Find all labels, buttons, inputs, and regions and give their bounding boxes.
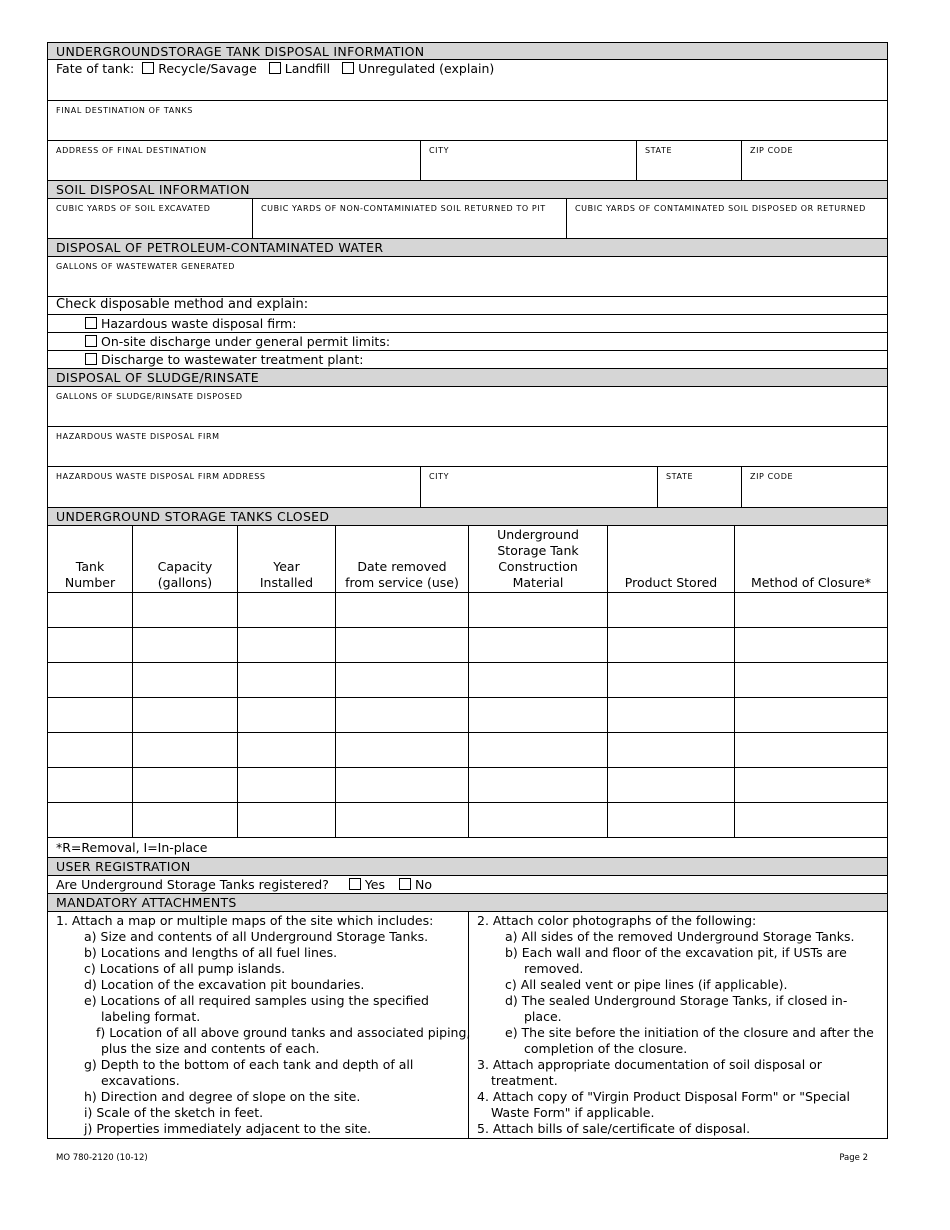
section-header-sludge: DISPOSAL OF SLUDGE/RINSATE	[47, 369, 888, 387]
table-cell[interactable]	[469, 803, 608, 838]
table-cell[interactable]	[336, 698, 469, 733]
firm-zip-field[interactable]	[741, 467, 887, 507]
attachment-item: completion of the closure.	[524, 1041, 688, 1056]
table-row	[48, 593, 888, 628]
tanks-closed-table-wrap	[47, 525, 888, 838]
method-row-onsite	[47, 333, 888, 351]
soil-returned-label: CUBIC YARDS OF NON-CONTAMINIATED SOIL RETURNED TO PIT	[261, 204, 546, 213]
destination-city-field[interactable]	[420, 141, 636, 180]
table-cell[interactable]	[608, 803, 735, 838]
attachment-item: 5. Attach bills of sale/certificate of disposal.	[477, 1121, 751, 1136]
col-construction-material: Underground Storage Tank Construction Material	[469, 526, 608, 593]
firm-city-label: CITY	[429, 472, 450, 481]
registration-row	[47, 876, 888, 894]
footnote-row	[47, 838, 888, 858]
table-cell[interactable]	[469, 593, 608, 628]
unregulated-label: Unregulated (explain)	[358, 61, 495, 76]
recycle-checkbox[interactable]	[142, 62, 154, 74]
attachment-item: treatment.	[491, 1073, 558, 1088]
table-cell[interactable]	[469, 733, 608, 768]
section-header-ust-disposal: UNDERGROUNDSTORAGE TANK DISPOSAL INFORMATION	[47, 42, 888, 60]
attachment-item: place.	[524, 1009, 562, 1024]
table-cell[interactable]	[608, 733, 735, 768]
attachments-row	[47, 912, 888, 1139]
table-cell[interactable]	[133, 803, 238, 838]
col-tank-number: Tank Number	[48, 526, 133, 593]
table-cell[interactable]	[336, 803, 469, 838]
soil-excavated-field[interactable]	[48, 199, 252, 238]
section-header-registration: USER REGISTRATION	[47, 858, 888, 876]
table-row	[48, 768, 888, 803]
attachment-item: labeling format.	[101, 1009, 201, 1024]
table-cell[interactable]	[735, 698, 888, 733]
method-row-hazardous	[47, 315, 888, 333]
table-cell[interactable]	[336, 593, 469, 628]
treatment-plant-checkbox[interactable]	[85, 353, 97, 365]
attachment-item: a) Size and contents of all Underground Storage Tanks.	[84, 929, 429, 944]
soil-contaminated-field[interactable]	[566, 199, 887, 238]
col-date-removed: Date removed from service (use)	[336, 526, 469, 593]
table-cell[interactable]	[469, 628, 608, 663]
wastewater-gallons-label: GALLONS OF WASTEWATER GENERATED	[56, 262, 236, 271]
attachment-item: 3. Attach appropriate documentation of soil disposal or	[477, 1057, 822, 1072]
table-cell[interactable]	[238, 803, 336, 838]
registered-yes-checkbox[interactable]	[349, 878, 361, 890]
attachment-item: 1. Attach a map or multiple maps of the site which includes:	[56, 913, 434, 928]
table-row	[48, 663, 888, 698]
registered-yes-label: Yes	[364, 877, 385, 892]
tanks-header-row	[48, 526, 888, 593]
attachment-item: j) Properties immediately adjacent to the site.	[84, 1121, 372, 1136]
address-label: ADDRESS OF FINAL DESTINATION	[56, 146, 207, 155]
table-cell[interactable]	[238, 663, 336, 698]
attachment-item: 4. Attach copy of "Virgin Product Disposal Form" or "Special	[477, 1089, 851, 1104]
hazardous-firm-label: Hazardous waste disposal firm:	[100, 316, 297, 331]
disposal-firm-field[interactable]	[47, 427, 888, 467]
attachment-item: e) Locations of all required samples using the specified	[84, 993, 429, 1008]
table-cell[interactable]	[238, 733, 336, 768]
table-cell[interactable]	[735, 803, 888, 838]
tanks-table-body	[48, 593, 888, 838]
fate-of-tank-row	[47, 60, 888, 101]
table-cell[interactable]	[133, 733, 238, 768]
table-cell[interactable]	[48, 628, 133, 663]
form-number: MO 780-2120 (10-12)	[56, 1153, 148, 1163]
table-row	[48, 698, 888, 733]
method-row-treatment	[47, 351, 888, 369]
attachment-item: i) Scale of the sketch in feet.	[84, 1105, 264, 1120]
table-row	[48, 733, 888, 768]
section-header-soil: SOIL DISPOSAL INFORMATION	[47, 181, 888, 199]
registration-question: Are Underground Storage Tanks registered?	[56, 877, 329, 892]
attachment-item: g) Depth to the bottom of each tank and depth of all	[84, 1057, 414, 1072]
attachments-right	[468, 912, 887, 1138]
table-cell[interactable]	[48, 733, 133, 768]
table-cell[interactable]	[735, 593, 888, 628]
table-cell[interactable]	[238, 593, 336, 628]
table-cell[interactable]	[133, 628, 238, 663]
table-cell[interactable]	[48, 698, 133, 733]
attachment-item: d) Location of the excavation pit boundaries.	[84, 977, 365, 992]
table-row	[48, 628, 888, 663]
firm-address-field[interactable]	[48, 467, 420, 507]
section-header-tanks-closed: UNDERGROUND STORAGE TANKS CLOSED	[47, 508, 888, 526]
table-cell[interactable]	[238, 698, 336, 733]
firm-city-field[interactable]	[420, 467, 657, 507]
attachment-item: d) The sealed Underground Storage Tanks, if closed in-	[505, 993, 848, 1008]
attachment-item: plus the size and contents of each.	[101, 1041, 320, 1056]
attachments-left	[48, 912, 471, 1138]
table-cell[interactable]	[469, 768, 608, 803]
table-cell[interactable]	[735, 768, 888, 803]
final-destination-label: FINAL DESTINATION OF TANKS	[56, 106, 193, 115]
destination-address-row	[47, 141, 888, 181]
firm-address-row	[47, 467, 888, 508]
attachment-item: b) Locations and lengths of all fuel lines.	[84, 945, 338, 960]
method-prompt-row	[47, 297, 888, 315]
page-number: Page 2	[839, 1153, 868, 1163]
soil-returned-field[interactable]	[252, 199, 566, 238]
sludge-gallons-label: GALLONS OF SLUDGE/RINSATE DISPOSED	[56, 392, 243, 401]
attachment-item: a) All sides of the removed Underground Storage Tanks.	[505, 929, 855, 944]
table-cell[interactable]	[735, 628, 888, 663]
table-cell[interactable]	[133, 663, 238, 698]
table-cell[interactable]	[133, 768, 238, 803]
col-year-installed: Year Installed	[238, 526, 336, 593]
table-cell[interactable]	[238, 768, 336, 803]
soil-contaminated-label: CUBIC YARDS OF CONTAMINATED SOIL DISPOSED OR RETURNED	[575, 204, 866, 213]
attachment-item: removed.	[524, 961, 584, 976]
table-cell[interactable]	[608, 663, 735, 698]
ust-closure-form	[47, 42, 888, 1139]
firm-address-label: HAZARDOUS WASTE DISPOSAL FIRM ADDRESS	[56, 472, 266, 481]
table-cell[interactable]	[608, 698, 735, 733]
final-destination-field[interactable]	[47, 101, 888, 141]
sludge-gallons-field[interactable]	[47, 387, 888, 427]
method-prompt: Check disposable method and explain:	[56, 297, 309, 312]
col-method-of-closure: Method of Closure*	[735, 526, 888, 593]
onsite-discharge-label: On-site discharge under general permit limits:	[100, 334, 391, 349]
col-capacity: Capacity (gallons)	[133, 526, 238, 593]
table-cell[interactable]	[735, 733, 888, 768]
attachment-item: e) The site before the initiation of the closure and after the	[505, 1025, 874, 1040]
table-row	[48, 803, 888, 838]
attachment-item: h) Direction and degree of slope on the site.	[84, 1089, 361, 1104]
firm-zip-label: ZIP CODE	[750, 472, 794, 481]
table-cell[interactable]	[48, 768, 133, 803]
firm-state-field[interactable]	[657, 467, 741, 507]
attachment-item: excavations.	[101, 1073, 180, 1088]
unregulated-checkbox[interactable]	[342, 62, 354, 74]
soil-excavated-label: CUBIC YARDS OF SOIL EXCAVATED	[56, 204, 211, 213]
destination-state-field[interactable]	[636, 141, 741, 180]
treatment-plant-label: Discharge to wastewater treatment plant:	[100, 352, 364, 367]
table-cell[interactable]	[608, 593, 735, 628]
section-header-water: DISPOSAL OF PETROLEUM-CONTAMINATED WATER	[47, 239, 888, 257]
attachment-item: c) All sealed vent or pipe lines (if applicable).	[505, 977, 788, 992]
table-cell[interactable]	[608, 768, 735, 803]
wastewater-gallons-field[interactable]	[47, 257, 888, 297]
col-product-stored: Product Stored	[608, 526, 735, 593]
recycle-label: Recycle/Savage	[158, 61, 257, 76]
section-header-attachments: MANDATORY ATTACHMENTS	[47, 894, 888, 912]
table-cell[interactable]	[48, 803, 133, 838]
landfill-checkbox[interactable]	[269, 62, 281, 74]
soil-row	[47, 199, 888, 239]
hazardous-firm-checkbox[interactable]	[85, 317, 97, 329]
destination-zip-field[interactable]	[741, 141, 887, 180]
table-cell[interactable]	[133, 593, 238, 628]
attachment-item: f) Location of all above ground tanks and associated piping,	[96, 1025, 471, 1040]
table-cell[interactable]	[48, 593, 133, 628]
closure-footnote: *R=Removal, I=In-place	[56, 840, 208, 855]
zip-label: ZIP CODE	[750, 146, 794, 155]
city-label: CITY	[429, 146, 450, 155]
table-cell[interactable]	[469, 698, 608, 733]
landfill-label: Landfill	[284, 61, 331, 76]
firm-state-label: STATE	[666, 472, 694, 481]
table-cell[interactable]	[336, 733, 469, 768]
state-label: STATE	[645, 146, 673, 155]
attachment-item: 2. Attach color photographs of the following:	[477, 913, 757, 928]
table-cell[interactable]	[133, 698, 238, 733]
table-cell[interactable]	[336, 628, 469, 663]
table-cell[interactable]	[336, 768, 469, 803]
attachment-item: b) Each wall and floor of the excavation pit, if USTs are	[505, 945, 847, 960]
table-cell[interactable]	[735, 663, 888, 698]
onsite-discharge-checkbox[interactable]	[85, 335, 97, 347]
attachment-item: c) Locations of all pump islands.	[84, 961, 286, 976]
table-cell[interactable]	[48, 663, 133, 698]
disposal-firm-label: HAZARDOUS WASTE DISPOSAL FIRM	[56, 432, 220, 441]
table-cell[interactable]	[608, 628, 735, 663]
table-cell[interactable]	[336, 663, 469, 698]
tanks-closed-table	[47, 525, 888, 838]
attachment-item: Waste Form" if applicable.	[491, 1105, 655, 1120]
table-cell[interactable]	[469, 663, 608, 698]
registered-no-label: No	[414, 877, 432, 892]
registered-no-checkbox[interactable]	[399, 878, 411, 890]
fate-label: Fate of tank:	[56, 61, 135, 76]
destination-address-field[interactable]	[48, 141, 420, 180]
table-cell[interactable]	[238, 628, 336, 663]
